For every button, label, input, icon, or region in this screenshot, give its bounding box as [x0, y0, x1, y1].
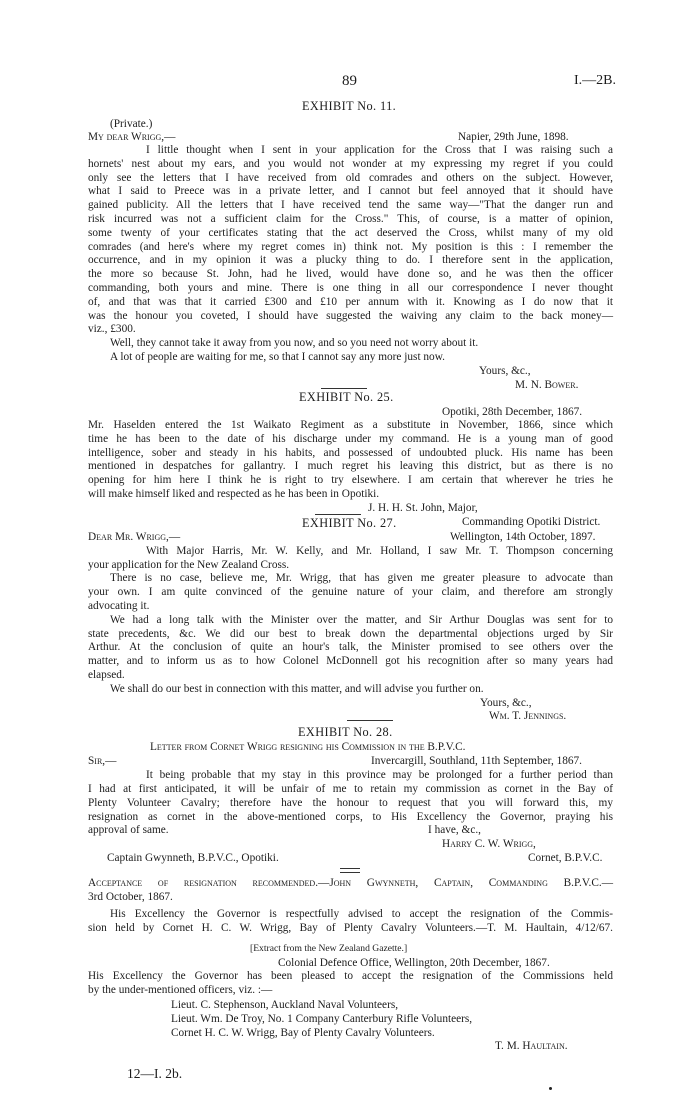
exhibit-27-place-date: Wellington, 14th October, 1897. — [450, 531, 596, 543]
text-line: opening for him here I think he is right to try elsewhere. I am certain that wherever he tries he — [88, 474, 613, 487]
section-divider — [315, 514, 361, 515]
exhibit-25-title: EXHIBIT No. 25. — [299, 390, 394, 404]
exhibit-28-subtitle: Letter from Cornet Wrigg resigning his Commission in the B.P.V.C. — [150, 741, 466, 753]
text-line: risk incurred was not a sufficient claim for the Cross." This, of course, is a matter of opinion, — [88, 213, 613, 225]
text-line: what I said to Preece was in a private letter, and I cannot but feel annoyed that it should have — [88, 185, 613, 198]
text-line: your application for the New Zealand Cross. — [88, 558, 290, 571]
text-line: advocating it. — [88, 600, 150, 612]
text-line: mentioned in despatches for gallantry. I much regret his leaving this district, but as there is no — [88, 460, 613, 473]
exhibit-25-signature-title: Commanding Opotiki District. — [462, 515, 601, 528]
text-line: There is no case, believe me, Mr. Wrigg, that has given me greater pleasure to advocate than — [110, 572, 613, 585]
exhibit-27-salutation: Dear Mr. Wrigg,— — [88, 531, 181, 543]
text-line: some twenty of your certificates stating that the act deserved the Cross, whilst many of my old — [88, 226, 613, 239]
exhibit-11-title: EXHIBIT No. 11. — [302, 99, 397, 113]
signature-mark: 12—I. 2b. — [127, 1066, 183, 1081]
text-line: of, and that was that it carried £300 and £10 per annum with it. Knowing as I do now that it — [88, 295, 613, 308]
text-line: state precedents, &c. We did our best to break down the departmental objections urged by Sir — [88, 627, 613, 640]
exhibit-27-title: EXHIBIT No. 27. — [302, 516, 397, 530]
text-line: occurrence, and in my opinion it was a plucky thing to do. I therefore sent in the application, — [88, 254, 613, 267]
exhibit-11-salutation: My dear Wrigg,— — [88, 131, 176, 143]
section-divider — [340, 868, 360, 869]
text-line: time he has been to the date of his discharge under my command. He is a young man of good — [88, 432, 613, 445]
text-line: 3rd October, 1867. — [88, 890, 173, 903]
exhibit-25-signature: J. H. H. St. John, Major, — [368, 501, 478, 514]
page-number: 89 — [342, 73, 357, 89]
text-line: your own. I am quite convinced of the genuine nature of your claim, and therefore am strongly — [88, 586, 613, 599]
text-line: A lot of people are waiting for me, so that I cannot say any more just now. — [110, 351, 445, 363]
exhibit-11-place-date: Napier, 29th June, 1898. — [458, 131, 569, 143]
exhibit-25-place-date: Opotiki, 28th December, 1867. — [442, 405, 583, 418]
text-line: matter, and to inform us as to how Colonel McDonnell got his recognition after so many years had — [88, 655, 613, 668]
text-line: I little thought when I sent in your application for the Cross that I was raising such a — [146, 144, 613, 156]
list-item: Lieut. C. Stephenson, Auckland Naval Volunteers, — [171, 999, 399, 1011]
list-item: Cornet H. C. W. Wrigg, Bay of Plenty Cavalry Volunteers. — [171, 1026, 435, 1039]
text-line: intelligence, sober and steady in his habits, and possessed of undoubted pluck. His name has been — [88, 446, 613, 459]
text-line: viz., £300. — [88, 323, 136, 336]
text-line: I had at first anticipated, it will be unfair of me to retain my commission as cornet in the Bay of — [88, 783, 613, 795]
text-line: approval of same. — [88, 824, 169, 837]
gazette-signature: T. M. Haultain. — [495, 1040, 568, 1052]
ink-speck — [549, 1087, 552, 1090]
text-line: With Major Harris, Mr. W. Kelly, and Mr. Holland, I saw Mr. T. Thompson concerning — [146, 544, 613, 557]
exhibit-11-signature: M. N. Bower. — [515, 378, 579, 391]
exhibit-27-signature: Wm. T. Jennings. — [489, 710, 567, 723]
text-line: gained publicity. All the letters that I have received tend the same way—"That the danger run and — [88, 199, 613, 212]
gazette-place-date: Colonial Defence Office, Wellington, 20th December, 1867. — [278, 956, 550, 969]
exhibit-28-signature: Harry C. W. Wrigg, — [442, 838, 536, 851]
exhibit-27-closing: Yours, &c., — [480, 696, 532, 709]
text-line: It being probable that my stay in this province may be prolonged for a further period than — [146, 769, 613, 782]
text-line: comrades (and here's where my regret comes in) think not. My position is this : I remember the — [88, 240, 613, 253]
section-divider — [321, 388, 367, 389]
list-item: Lieut. Wm. De Troy, No. 1 Company Canterbury Rifle Volunteers, — [171, 1012, 473, 1025]
text-line: resignation as cornet in the above-mentioned corps, to His Excellency the Governor, praying his — [88, 810, 613, 823]
exhibit-28-closing: I have, &c., — [428, 824, 482, 837]
text-line: was the honour you coveted, I should have suggested the waiving any claim to the back money— — [88, 309, 613, 322]
text-line: His Excellency the Governor has been pleased to accept the resignation of the Commissions held — [88, 970, 613, 983]
text-line: Mr. Haselden entered the 1st Waikato Regiment as a substitute in November, 1866, since which — [88, 419, 613, 431]
exhibit-28-signature-title: Cornet, B.P.V.C. — [528, 852, 603, 864]
exhibit-28-addressee: Captain Gwynneth, B.P.V.C., Opotiki. — [107, 852, 279, 864]
text-line: We had a long talk with the Minister over the matter, and Sir Arthur Douglas was sent for to — [110, 613, 613, 626]
text-line: elapsed. — [88, 669, 125, 681]
text-line: sion held by Cornet H. C. W. Wrigg, Bay of Plenty Cavalry Volunteers.—T. M. Haultain, 4/12/67. — [88, 921, 613, 934]
exhibit-11-closing: Yours, &c., — [479, 365, 531, 377]
text-line: We shall do our best in connection with this matter, and will advise you further on. — [110, 682, 484, 695]
text-line: Acceptance of resignation recommended.—John Gwynneth, Captain, Commanding B.P.V.C.— — [88, 877, 613, 889]
exhibit-28-salutation: Sir,— — [88, 755, 117, 768]
text-line: His Excellency the Governor is respectfully advised to accept the resignation of the Commis- — [110, 908, 613, 920]
text-line: only see the letters that I have received from old comrades and others on the subject. However, — [88, 171, 613, 184]
exhibit-28-place-date: Invercargill, Southland, 11th September, 1867. — [371, 755, 583, 768]
text-line: commanding, both yours and mine. There is one thing in all our correspondence I never thought — [88, 282, 613, 294]
text-line: Plenty Volunteer Cavalry; therefore have the honour to request that you will forward this, my — [88, 796, 613, 809]
gazette-heading: [Extract from the New Zealand Gazette.] — [250, 943, 408, 954]
section-divider — [340, 872, 360, 873]
section-divider — [347, 720, 393, 721]
text-line: the more so because St. John, had he lived, would have done so, and he was then the officer — [88, 268, 613, 281]
text-line: by the under-mentioned officers, viz. :— — [88, 984, 273, 997]
exhibit-28-title: EXHIBIT No. 28. — [298, 725, 393, 739]
text-line: will make himself liked and respected as he has been in Opotiki. — [88, 488, 380, 500]
text-line: Well, they cannot take it away from you now, and so you need not worry about it. — [110, 337, 479, 350]
text-line: Arthur. At the conclusion of quite an hour's talk, the Minister promised to see others over the — [88, 641, 613, 654]
text-line: hornets' nest about my ears, and you would not wonder at my expressing my regret if you could — [88, 157, 613, 170]
exhibit-11-private: (Private.) — [110, 118, 153, 130]
document-reference: I.—2B. — [574, 73, 616, 88]
